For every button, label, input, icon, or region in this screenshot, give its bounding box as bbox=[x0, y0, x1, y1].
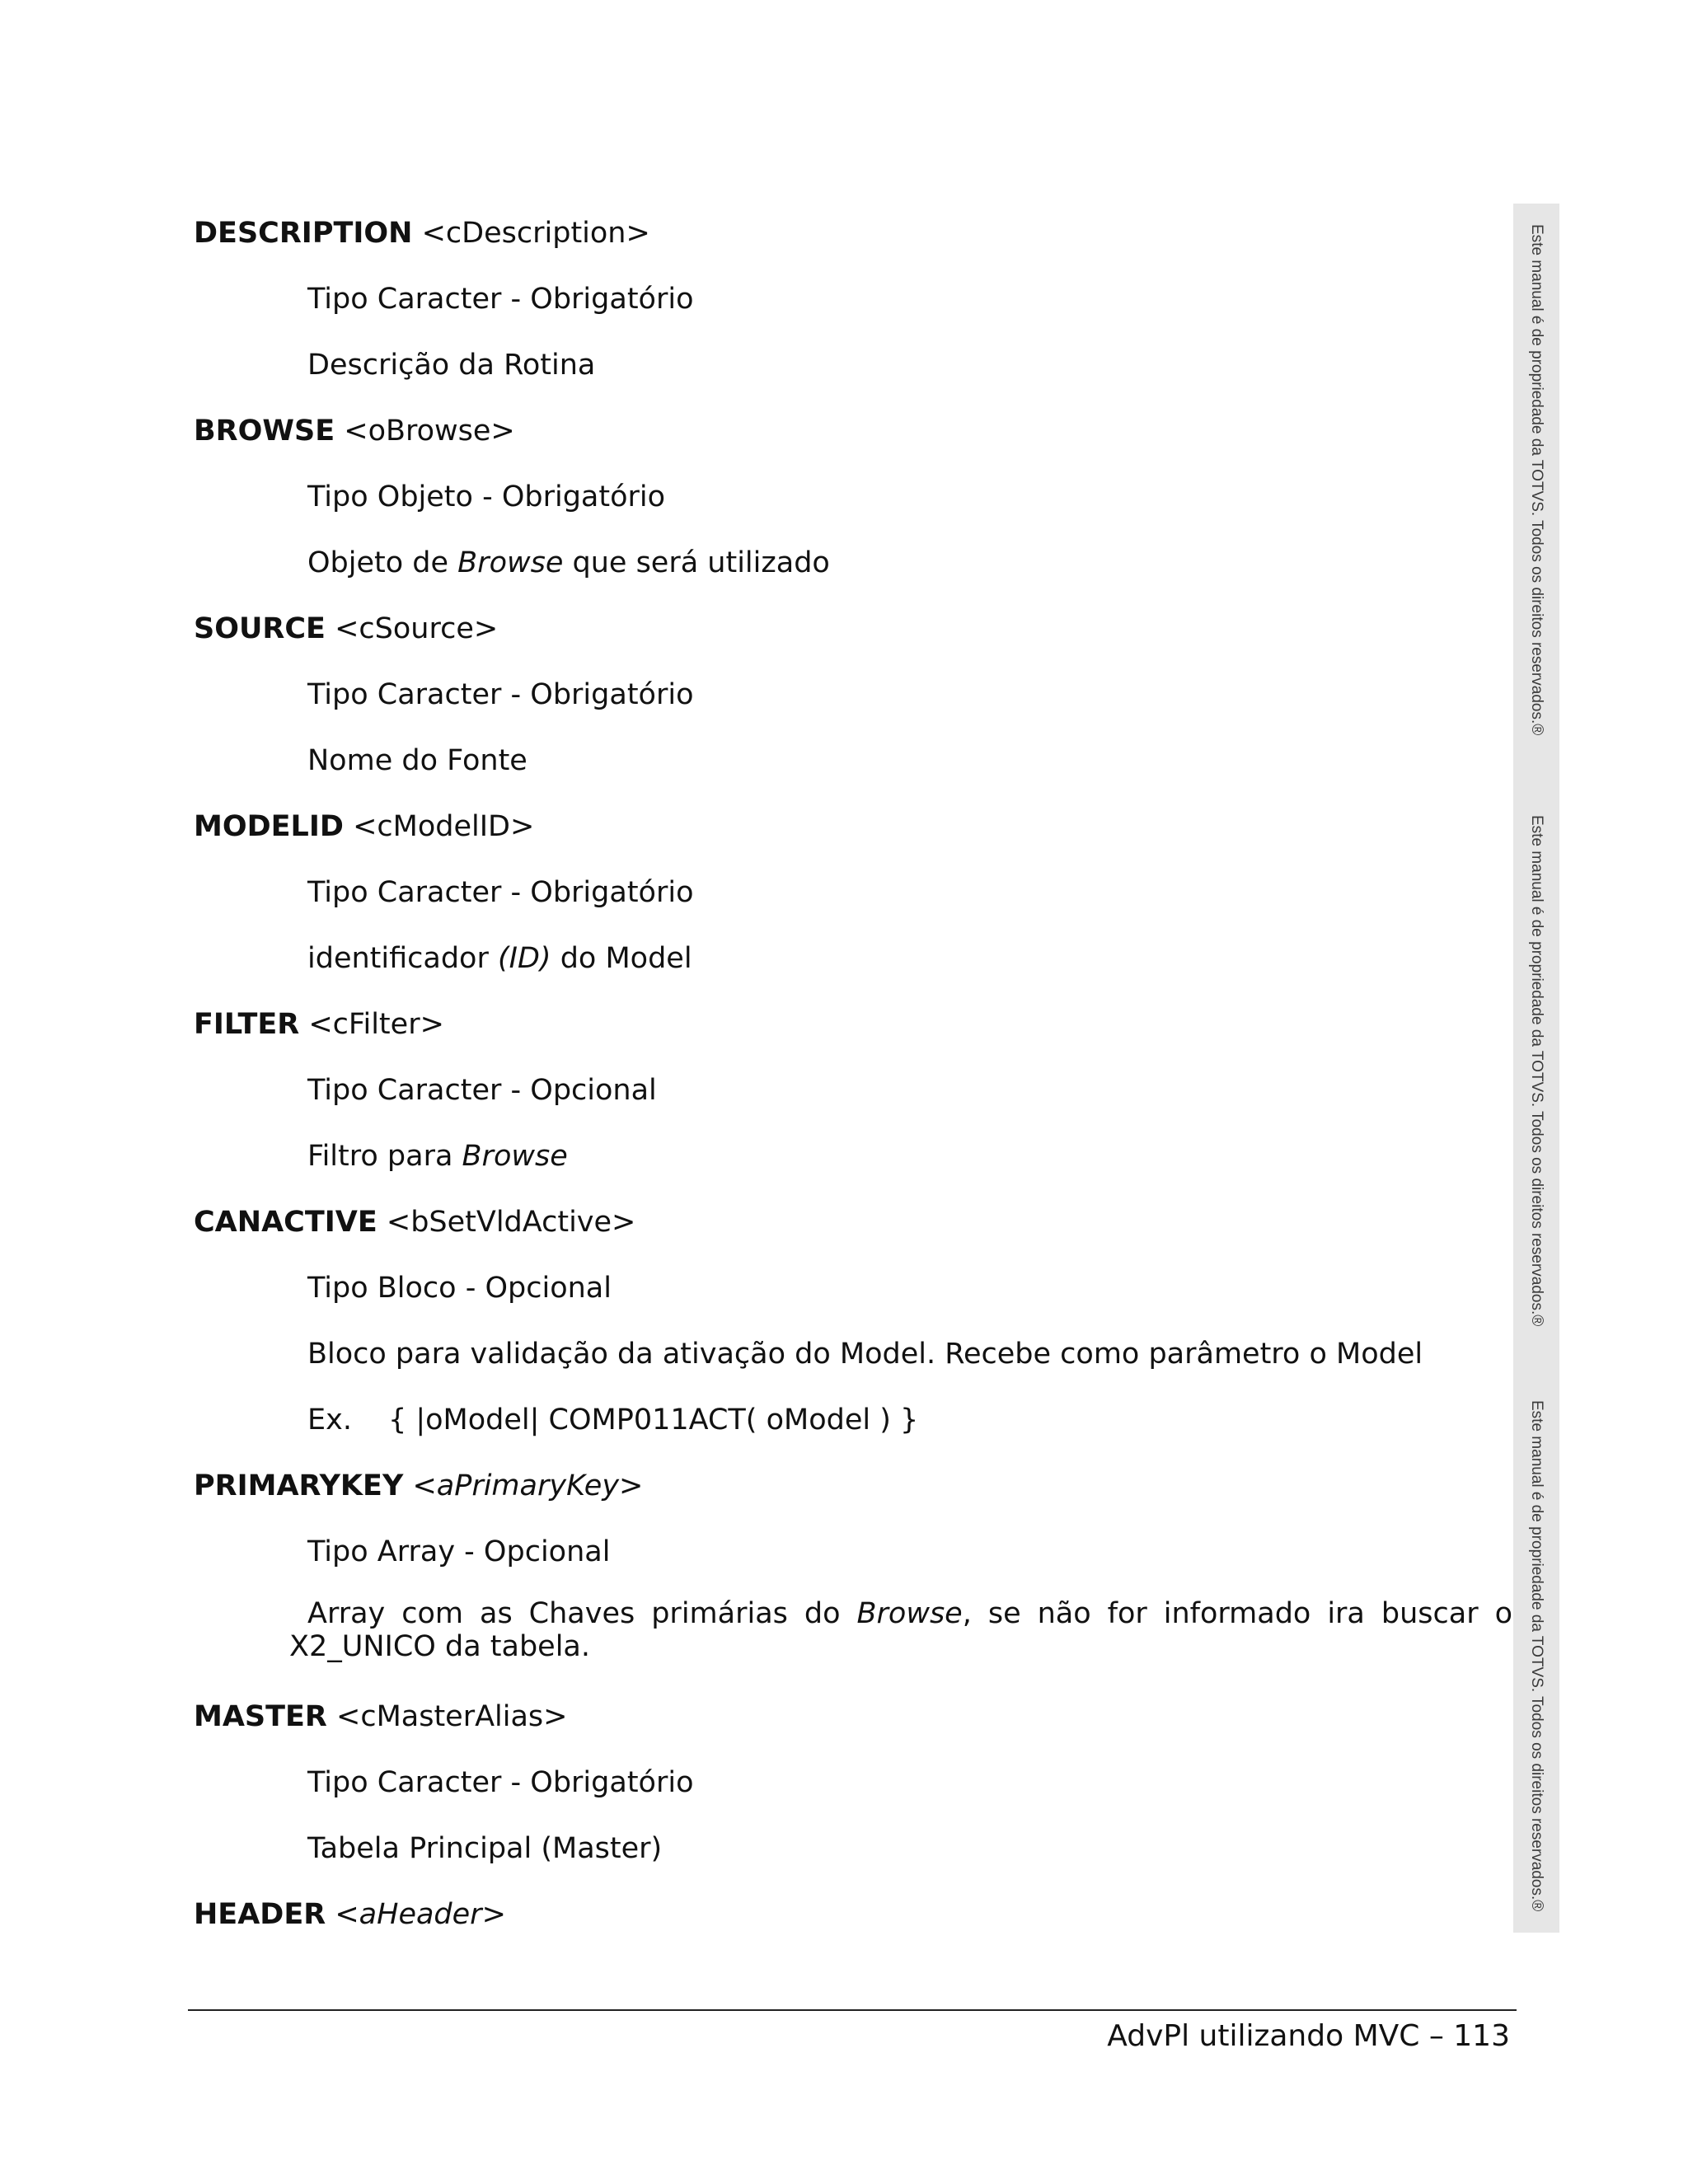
param-type: Tipo Caracter - Obrigatório bbox=[307, 283, 694, 316]
param-type: Tipo Caracter - Obrigatório bbox=[307, 876, 694, 909]
desc-text: Filtro para bbox=[307, 1140, 462, 1173]
param-argument: <cFilter> bbox=[308, 1008, 444, 1041]
param-type: Tipo Caracter - Opcional bbox=[307, 1074, 657, 1107]
param-keyword: MASTER bbox=[194, 1700, 327, 1733]
arg-close: > bbox=[619, 1469, 644, 1502]
watermark-text: Este manual é de propriedade da TOTVS. Todos os direitos reservados.® bbox=[1528, 1400, 1545, 1912]
param-type: Tipo Array - Opcional bbox=[307, 1535, 611, 1568]
desc-text: Array com as Chaves primárias do bbox=[307, 1597, 857, 1630]
param-description-heading bbox=[194, 213, 1512, 254]
desc-text: identificador bbox=[307, 942, 498, 975]
param-source-heading bbox=[194, 608, 1512, 649]
param-keyword: PRIMARYKEY bbox=[194, 1469, 404, 1502]
param-description bbox=[194, 1597, 1512, 1663]
example-label: Ex. bbox=[307, 1404, 352, 1436]
param-type: Tipo Caracter - Obrigatório bbox=[307, 678, 694, 711]
param-argument: <cSource> bbox=[335, 612, 499, 645]
param-header-heading bbox=[194, 1894, 1512, 1935]
watermark-text: Este manual é de propriedade da TOTVS. Todos os direitos reservados.® bbox=[1528, 815, 1545, 1327]
param-master-heading bbox=[194, 1696, 1512, 1737]
param-keyword: BROWSE bbox=[194, 415, 335, 448]
document-body bbox=[194, 213, 1512, 1960]
param-argument: <cModelID> bbox=[353, 810, 535, 843]
example-code: { |oModel| COMP011ACT( oModel ) } bbox=[387, 1404, 919, 1436]
param-description bbox=[307, 938, 1512, 979]
param-primarykey-heading bbox=[194, 1465, 1512, 1507]
desc-text: Objeto de bbox=[307, 546, 458, 579]
param-argument: <cMasterAlias> bbox=[336, 1700, 568, 1733]
arg-open: < bbox=[412, 1469, 437, 1502]
desc-emphasis: Browse bbox=[462, 1140, 568, 1173]
param-keyword: CANACTIVE bbox=[194, 1206, 377, 1239]
param-canactive-heading bbox=[194, 1202, 1512, 1243]
param-argument: <oBrowse> bbox=[344, 415, 515, 448]
param-argument bbox=[412, 1469, 643, 1502]
copyright-sidebar bbox=[1513, 204, 1559, 1933]
param-description: Nome do Fonte bbox=[307, 744, 528, 777]
param-description bbox=[307, 542, 1512, 583]
arg-name: aPrimaryKey bbox=[436, 1469, 620, 1502]
param-type: Tipo Bloco - Opcional bbox=[307, 1272, 612, 1305]
param-keyword: DESCRIPTION bbox=[194, 217, 413, 250]
param-keyword: MODELID bbox=[194, 810, 344, 843]
param-keyword: SOURCE bbox=[194, 612, 326, 645]
param-keyword: HEADER bbox=[194, 1898, 326, 1931]
page-footer: AdvPl utilizando MVC – 113 bbox=[1107, 2019, 1510, 2053]
desc-emphasis: Browse bbox=[856, 1597, 963, 1630]
param-description bbox=[307, 1136, 1512, 1177]
watermark-text: Este manual é de propriedade da TOTVS. Todos os direitos reservados.® bbox=[1528, 224, 1545, 736]
param-description: Bloco para validação da ativação do Model. Recebe como parâmetro o Model bbox=[307, 1338, 1423, 1371]
footer-divider bbox=[188, 2009, 1517, 2011]
arg-name: aHeader bbox=[359, 1898, 482, 1931]
param-modelid-heading bbox=[194, 806, 1512, 847]
desc-line-2: X2_UNICO da tabela. bbox=[289, 1630, 590, 1663]
desc-text: , se não for informado ira buscar o bbox=[962, 1597, 1512, 1630]
desc-text: que será utilizado bbox=[563, 546, 830, 579]
desc-emphasis: Browse bbox=[457, 546, 564, 579]
param-argument: <bSetVldActive> bbox=[386, 1206, 636, 1239]
param-type: Tipo Objeto - Obrigatório bbox=[307, 480, 666, 513]
desc-emphasis: (ID) bbox=[498, 942, 551, 975]
param-browse-heading bbox=[194, 410, 1512, 452]
arg-close: > bbox=[481, 1898, 506, 1931]
param-example bbox=[307, 1399, 1512, 1441]
arg-open: < bbox=[335, 1898, 359, 1931]
desc-text: do Model bbox=[551, 942, 692, 975]
param-filter-heading bbox=[194, 1004, 1512, 1045]
param-keyword: FILTER bbox=[194, 1008, 300, 1041]
param-description: Descrição da Rotina bbox=[307, 349, 596, 382]
param-argument bbox=[335, 1898, 506, 1931]
param-type: Tipo Caracter - Obrigatório bbox=[307, 1766, 694, 1799]
desc-line-1 bbox=[194, 1597, 1512, 1630]
param-argument: <cDescription> bbox=[421, 217, 650, 250]
param-description: Tabela Principal (Master) bbox=[307, 1832, 663, 1865]
